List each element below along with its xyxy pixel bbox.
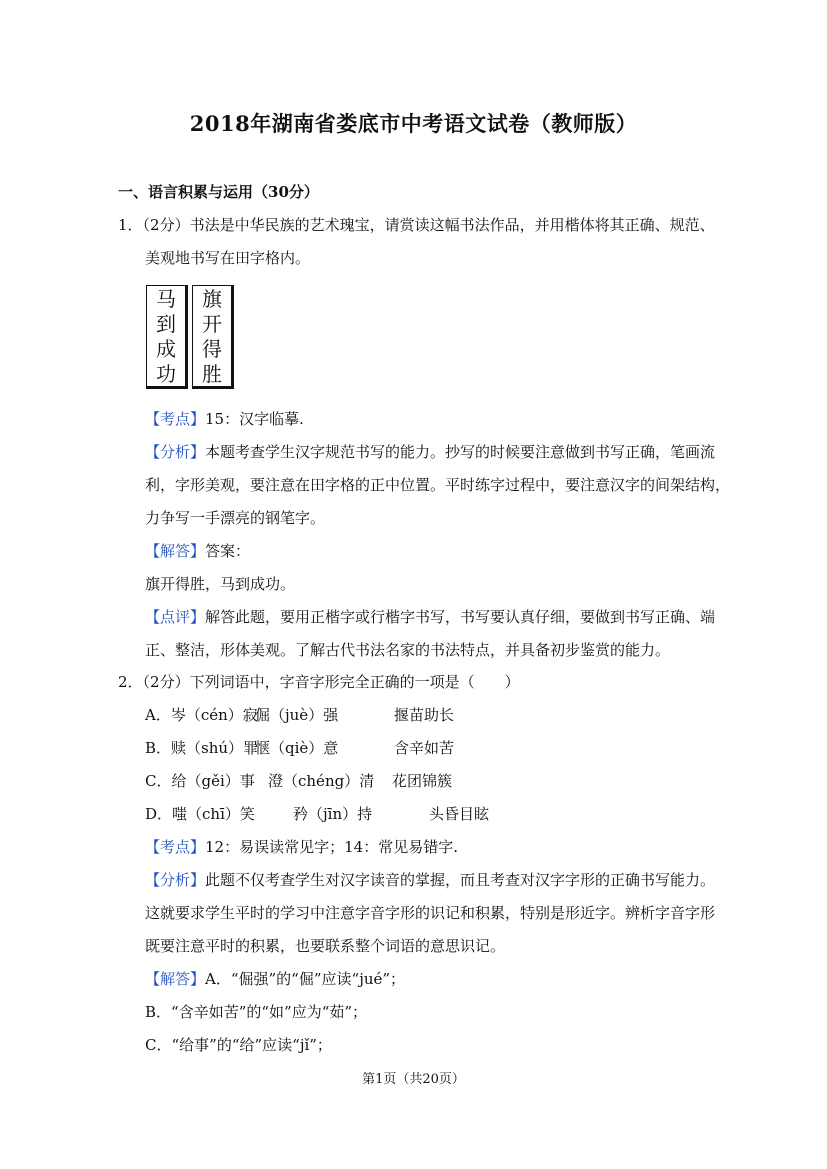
option-c-word-3: 花团锦簇: [392, 772, 453, 790]
jieda-tag: 【解答】: [145, 542, 206, 560]
q2-jieda: [145, 968, 405, 990]
page-number-footer: 第1页（共20页）: [362, 1072, 465, 1087]
section-heading: 一、语言积累与运用（30分）: [118, 183, 319, 201]
q2-fenxi-line-2: 这就要求学生平时的学习中注意字音字形的识记和积累，特别是形近字。辨析字音字形: [145, 904, 716, 922]
question-2-stem: 2．（2分）下列词语中，字音字形完全正确的一项是（ ）: [118, 673, 520, 691]
option-b-word-2: 惬（qiè）意: [255, 739, 339, 757]
fenxi-text: 此题不仅考查学生对汉字读音的掌握，而且考查对汉字字形的正确书写能力。: [205, 871, 716, 889]
calligraphy-char: 得: [202, 336, 222, 361]
q2-jieda-line-3: C．“给事”的“给”应读“jǐ”；: [145, 1036, 332, 1054]
q2-jieda-line-2: B．“含辛如苦”的“如”应为“茹”；: [145, 1003, 368, 1021]
option-c: [145, 770, 452, 792]
calligraphy-char: 旗: [202, 286, 222, 311]
calligraphy-scroll-left: [146, 285, 188, 389]
kaodian-text: 15：汉字临摹.: [205, 410, 304, 428]
q1-jieda: [145, 540, 250, 562]
q1-fenxi-line-2: 利，字形美观，要注意在田字格的正中位置。平时练字过程中，要注意汉字的间架结构，: [145, 476, 731, 494]
kaodian-text: 12：易误读常见字；14：常见易错字.: [205, 838, 458, 856]
question-1-line-2: 美观地书写在田字格内。: [145, 249, 311, 267]
q2-kaodian: [145, 836, 458, 858]
calligraphy-char: 功: [156, 361, 176, 386]
q2-fenxi-line-3: 既要注意平时的积累，也要联系整个词语的意思识记。: [145, 937, 506, 955]
option-a-word-1: A．岑（cén）寂: [145, 706, 258, 724]
calligraphy-scroll-right: [192, 285, 234, 389]
option-a-word-3: 揠苗助长: [394, 706, 455, 724]
q1-kaodian: [145, 408, 304, 430]
question-1-line-1: 1．（2分）书法是中华民族的艺术瑰宝，请赏读这幅书法作品，并用楷体将其正确、规范、: [118, 216, 715, 234]
kaodian-tag: 【考点】: [145, 410, 206, 428]
option-c-word-2: 澄（chéng）清: [268, 772, 375, 790]
fenxi-tag: 【分析】: [145, 871, 206, 889]
page-title: 2018年湖南省娄底市中考语文试卷（教师版）: [189, 111, 638, 136]
calligraphy-char: 开: [202, 311, 222, 336]
option-c-word-1: C．给（gěi）事: [145, 772, 255, 790]
calligraphy-char: 到: [156, 311, 176, 336]
jieda-tag: 【解答】: [145, 970, 206, 988]
option-d-word-2: 矜（jīn）持: [293, 805, 373, 823]
option-d-word-1: D．嗤（chī）笑: [145, 805, 255, 823]
q2-fenxi: [145, 869, 715, 891]
dianping-tag: 【点评】: [145, 608, 206, 626]
calligraphy-char: 马: [156, 286, 176, 311]
fenxi-text: 本题考查学生汉字规范书写的能力。抄写的时候要注意做到书写正确，笔画流: [205, 443, 716, 461]
q1-fenxi-line-3: 力争写一手漂亮的钢笔字。: [145, 509, 326, 527]
option-a: [145, 704, 454, 726]
q1-dianping-line-2: 正、整洁，形体美观。了解古代书法名家的书法特点，并具备初步鉴赏的能力。: [145, 641, 671, 659]
calligraphy-char: 胜: [202, 361, 222, 386]
q1-fenxi: [145, 441, 715, 463]
q1-answer: 旗开得胜，马到成功。: [145, 575, 296, 593]
jieda-text: 答案：: [205, 542, 251, 560]
q1-dianping: [145, 606, 715, 628]
option-d: [145, 803, 489, 825]
option-b-word-3: 含辛如苦: [394, 739, 455, 757]
option-b-word-1: B．赎（shú）罪: [145, 739, 259, 757]
dianping-text: 解答此题，要用正楷字或行楷字书写，书写要认真仔细，要做到书写正确、端: [205, 608, 716, 626]
calligraphy-char: 成: [156, 336, 176, 361]
kaodian-tag: 【考点】: [145, 838, 206, 856]
jieda-text: A．“倔强”的“倔”应读“jué”；: [205, 970, 406, 988]
fenxi-tag: 【分析】: [145, 443, 206, 461]
option-a-word-2: 倔（juè）强: [255, 706, 339, 724]
option-d-word-3: 头昏目眩: [429, 805, 490, 823]
option-b: [145, 737, 454, 759]
